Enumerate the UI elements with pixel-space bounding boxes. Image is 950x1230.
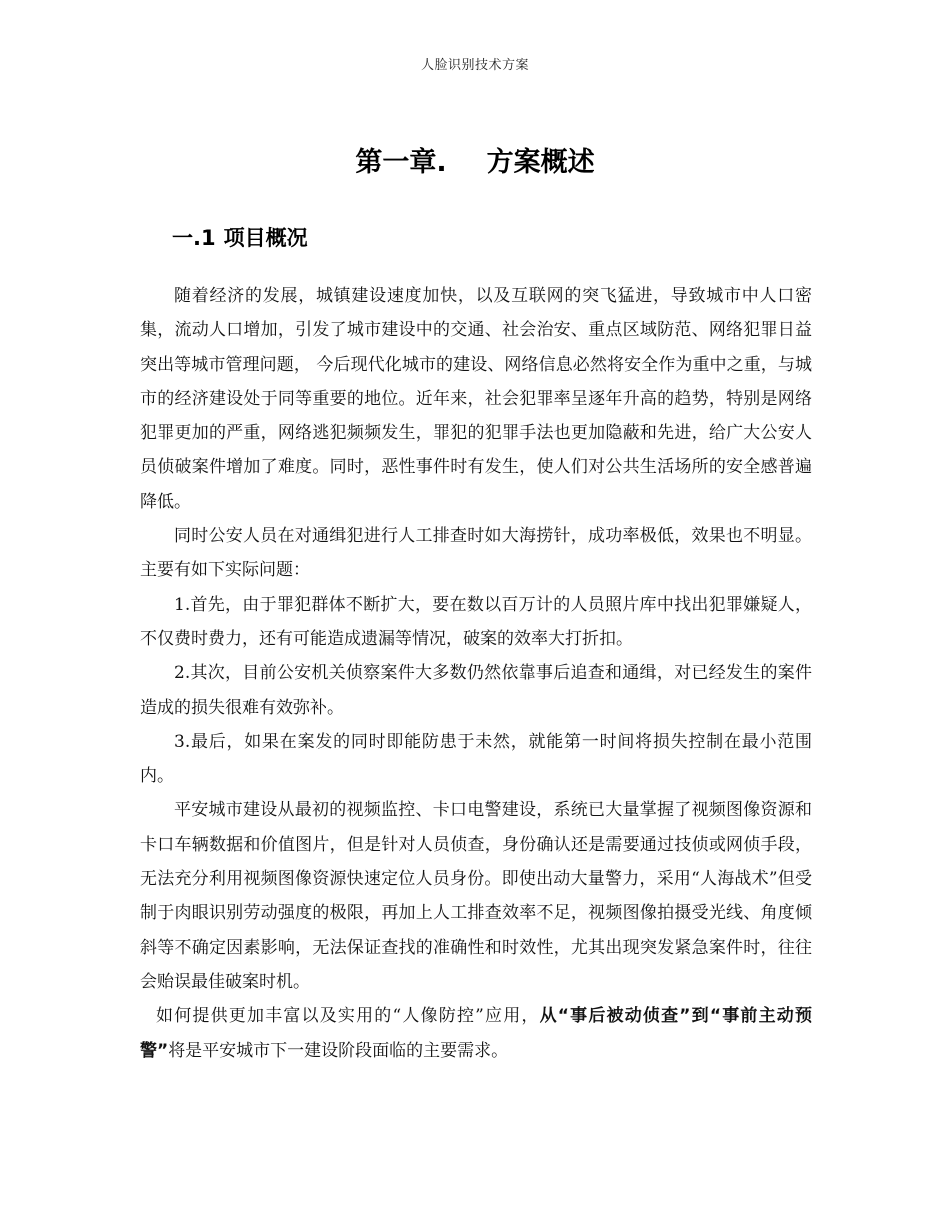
paragraph-safe-city: 平安城市建设从最初的视频监控、卡口电警建设，系统已大量掌握了视频图像资源和卡口车辆数据和价值图片，但是针对人员侦查，身份确认还是需要通过技侦或网侦手段，无法充分利用视频图像资源快速定位人员身份。即使出动大量警力，采用“人海战术”但受制于肉眼识别劳动强度的极限，再加上人工排查效率不足，视频图像拍摄受光线、角度倾斜等不确定因素影响，无法保证查找的准确性和时效性，尤其出现突发紧急案件时，往往会贻误最佳破案时机。 — [140, 800, 812, 992]
paragraph-background: 随着经济的发展，城镇建设速度加快，以及互联网的突飞猛进，导致城市中人口密集，流动人口增加，引发了城市建设中的交通、社会治安、重点区域防范、网络犯罪日益突出等城市管理问题， 今后现代化城市的建设、网络信息必然将安全作为重中之重，与城市的经济建设处于同等重要的地位。近年来，社会犯罪率呈逐年升高的趋势，特别是网络犯罪更加的严重，网络逃犯频频发生，罪犯的犯罪手法也更加隐蔽和先进，给广大公安人员侦破案件增加了难度。同时，恶性事件时有发生，使人们对公共生活场所的安全感普遍降低。 — [140, 286, 812, 512]
requirement-text-before: 如何提供更加丰富以及实用的“人像防控”应用， — [156, 1006, 540, 1027]
paragraph-problem-3: 3.最后，如果在案发的同时即能防患于未然，就能第一时间将损失控制在最小范围内。 — [140, 731, 812, 787]
running-header: 人脸识别技术方案 — [420, 58, 529, 73]
requirement-text-after: 将是平安城市下一建设阶段面临的主要需求。 — [168, 1040, 509, 1061]
requirement-emphasis: 从“事后被动侦查”到“事前主动预警” — [140, 1006, 812, 1061]
chapter-title — [0, 140, 950, 179]
chapter-number: 第一章. — [355, 147, 447, 178]
section-title — [172, 222, 308, 252]
paragraph-requirement — [140, 999, 812, 1068]
section-number: 一.1 — [172, 226, 216, 250]
paragraph-manual-search: 同时公安人员在对通缉犯进行人工排查时如大海捞针，成功率极低，效果也不明显。主要有如下实际问题： — [140, 526, 812, 581]
paragraph-problem-2: 2.其次，目前公安机关侦察案件大多数仍然依靠事后追查和通缉，对已经发生的案件造成的损失很难有效弥补。 — [140, 663, 812, 718]
paragraph-problem-1: 1.首先，由于罪犯群体不断扩大，要在数以百万计的人员照片库中找出犯罪嫌疑人，不仅费时费力，还有可能造成遗漏等情况，破案的效率大打折扣。 — [140, 594, 812, 649]
chapter-name: 方案概述 — [486, 147, 595, 178]
body-text — [140, 279, 812, 1068]
section-name: 项目概况 — [223, 226, 308, 250]
